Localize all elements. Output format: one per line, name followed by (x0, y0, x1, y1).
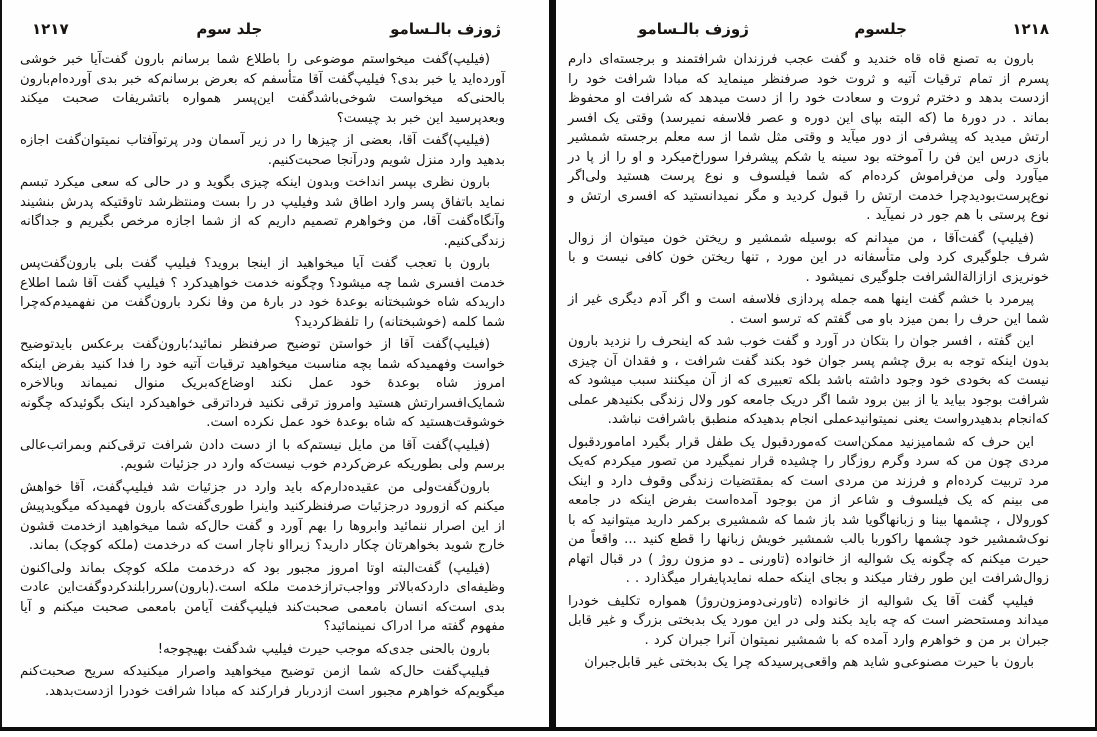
paragraph: (فیلیپ) گفت‌البته اوتا امروز مجبور بود که درخدمت ملکه کوچک بماند ولی‌اکنون وظیفه‌ای داردکه‌بالاتر وواجب‌ترازخدمت ملکه است.(بارون)سررابلندکردوگفت‌این عادت بدی است‌که انسان بامعمی صحبت‌کند فیلیپ‌گفت آیامن بامعمی صحبت میکنم و آیا مفهوم گفته مرا ادراک نمینمائید؟ (20, 560, 505, 634)
paragraph: بارون نظری بپسر انداخت وبدون اینکه چیزی بگوید و در حالی که سعی میکرد تبسم نماید باتفاق پسر وارد اطاق شد وفیلیپ در را بست ومنتظرشد تاوقتیکه پدرش بنشیند وآنگاه‌گفت آقا، من وخواهرم تصمیم داریم که از شما اجازه مرخص بگیریم و جداگانه زندگی‌کنیم. (20, 175, 505, 249)
paragraph: این گفته ، افسر جوان را بتکان در آورد و گفت خوب شد که اینحرف را نزدید بارون بدون اینکه توجه به برق چشم پسر جوان خود بکند گفت شرافت ، و فقدان آن چیزی نیست که بخودی خود وجود داشته باشد بلکه تعبیری که از آن میکنند سبب میشود که شرافت بوجود بیاید یا از بین برود شما اگر دریک جامعه کور ولال زندگی بکنیدهر عملی که‌انجام بدهیدرواست یعنی نمیتوانیدعملی انجام بدهیدکه منطبق باشرافت نباشد. (568, 334, 1049, 427)
page-number: ۱۲۱۷ (32, 20, 69, 38)
page-header-left (20, 20, 505, 38)
page-number: ۱۲۱۸ (1012, 20, 1049, 38)
paragraph: بارون با تعجب گفت آیا میخواهید از اینجا بروید؟ فیلیپ گفت بلی بارون‌گفت‌پس خدمت افسری شما چه میشود؟ وچگونه خدمت خواهیدکرد ؟ فیلیپ گفت آقا شما اطلاع داریدکه شاه خوشبختانه بوعدهٔ خود در بارهٔ من وفا نکرد بارون‌گفت من نفهمیدم‌که‌چرا شما کلمه (خوشبختانه) را تلفظ‌کردید؟ (20, 256, 505, 330)
volume-title: جلد سوم (196, 20, 263, 38)
book-page-right (556, 0, 1095, 727)
volume-title: جلسوم (854, 20, 907, 38)
paragraph: فیلیپ‌گفت حال‌که شما ازمن توضیح میخواهید واصرار میکنیدکه سریح صحبت‌کنم میگویم‌که خواهرم مجبور است ازدربار فرارکند که مبادا شرافت خودرا ازدست‌بدهد. (20, 664, 505, 699)
paragraph: (فیلیپ) گفت‌آقا ، من میدانم که بوسیله شمشیر و ریختن خون میتوان از زوال شرف جلوگیری کرد ولی متأسفانه در این مورد , تنها ریختن خون کافی نیست و با خونریزی ازازالةالشرافت جلوگیری نمیشود . (568, 230, 1049, 285)
paragraph: این حرف که شمامیزنید ممکن‌است که‌موردقبول یک طفل قرار بگیرد اماموردقبول مردی چون من که سرد وگرم روزگار را چشیده قرار نمیگیرد من تصور میکردم که‌یک مرد تربیت کرده‌ام و فرزند من مردی است که بمقتضیات زندگی وقوف دارد و اینک می بینم که یک فیلسوف و شاعر از من بوجود آمده‌است بفرض اینکه در جامعه کورولال ، چشمها بینا و زبانهاگویا شد باز شما که شمشیری برکمر دارید میتوانید که با نوک‌شمشیر خود چشمها راکوربا بالب شمشیر خویش زبانها را قطع کنید ... واقعاً من حیرت میکنم که چگونه یک شوالیه از خانواده (تاورنی ـ دو مزون روژ ) در قبال اتهام زوال‌شرافت این طور رفتار میکند و بجای اینکه حمله نمایدپایفرار میگذارد . . (568, 434, 1049, 586)
book-title: ژوزف بالـسامو (638, 20, 749, 38)
paragraph: بارون با حیرت مصنوعی‌و شاید هم واقعی‌پرسیدکه چرا یک بدبختی غیر قابل‌جبران (584, 655, 1034, 670)
paragraph: (فیلیپ)گفت میخواستم موضوعی را باطلاع شما برسانم بارون گفت‌آیا خبر خوشی آورده‌اید یا خبر بدی؟ فیلیپ‌گفت آقا متأسفم که بعرض برسانم‌که خبر بدی آورده‌ام‌بارون بالحنی‌که میخواست شوخی‌باشدگفت این‌پسر همواره باتشریفات صحبت میکند وبعدپرسید این خبر بد چیست؟ (20, 52, 505, 126)
page-body-right (568, 50, 1049, 673)
paragraph: بارون‌گفت‌ولی من عقیده‌دارم‌که باید وارد در جزئیات شد فیلیپ‌گفت، آقا خواهش میکنم که ازورود درجزئیات صرفنظرکنید واینرا طوری‌گفت‌که بارون فهمیدکه میگویدپیش از این اصرار ننمائید وابروها را بهم آورد و گفت حال‌که شما میخواهید ازخدمت قشون خارج شوید بخواهرتان چکار دارید؟ زیرااو ناچار است که درخدمت (ملکه کوچک) بماند. (20, 479, 505, 553)
paragraph: (فیلیپ)گفت آقا از خواستن توضیح صرفنظر نمائید؛بارون‌گفت برعکس بایدتوضیح خواست وفهمیدکه شما بچه مناسبت میخواهید ترقیات آتیه خود را فدا کنید بفرض اینکه امروز شاه بوعدهٔ خود عمل نکند اوضاع‌که‌بریک منوال نمیماند وبالاخره شمایک‌افسرارتش هستید وامروز ترقی نکنید فرداترقی خواهیدکرد اینک بگوئیدکه چگونه خوشوقت‌هستید که شاه بوعدهٔ خود عمل نکرده است. (20, 337, 505, 430)
paragraph: (فیلیپ)گفت آقا، بعضی از چیزها را در زیر آسمان ودر پرتوآفتاب نمیتوان‌گفت اجازه بدهید وارد منزل شویم ودرآنجا صحبت‌کنیم. (20, 133, 505, 168)
paragraph: فیلیپ گفت آقا یک شوالیه از خانواده (تاورنی‌دومزون‌روژ) همواره تکلیف خودرا میداند ومستحضر است که چه باید بکند ولی در این مورد یک بدبختی بزرگ و غیر قابل جبران بر من و خواهرم وارد آمده که با شمشیر نمیتوان آنرا جبران کرد . (568, 593, 1049, 648)
scan-bottom-edge (0, 727, 1097, 731)
paragraph: پیرمرد با خشم گفت اینها همه جمله پردازی فلاسفه است و اگر آدم دیگری غیر از شما این حرف را بمن میزد باو می گفتم که ترسو است . (568, 292, 1049, 327)
book-page-left (2, 0, 549, 727)
page-header-right (568, 20, 1049, 38)
book-gutter-divider (549, 0, 556, 731)
page-body-left (20, 50, 505, 701)
paragraph: بارون به تصنع قاه قاه خندید و گفت عجب فرزندان شرافتمند و برجسته‌ای دارم پسرم از تمام ترقیات آتیه و ثروت خود صرفنظر مینماید که مبادا شرافت خود را ازدست بدهد و دخترم ثروت و سعادت خود را از دست میدهد که شرافت او محفوظ بماند . در دورهٔ ما (که البته بپای این دوره و عصر فلاسفه نمیرسد) وقتی یک افسر ارتش میدید که پیشرفی از دور میآید و وقتی مثل شما از سه معلم برجسته شمشیر بازی درس این فن را آموخته بود سینه یا شکم پیشرفرا سوراخ‌میکرد و او را از پا در میآورد ولی من‌فراموش کرده‌ام که شما فیلسوف و نوع پرست هستید ولی‌اگر نوع‌پرست‌بودیدچرا خدمت ارتش را قبول کردید و مگر نمیدانستید که افسری ارتش و نوع پرستی با هم جور در نمیآید . (568, 52, 1049, 223)
paragraph: (فیلیپ)گفت آقا من مایل نیستم‌که با از دست دادن شرافت ترقی‌کنم وبمراتب‌عالی برسم ولی بطوریکه عرض‌کردم خوب نیست‌که وارد در جزئیات شویم. (20, 437, 505, 472)
book-title: ژوزف بالـسامو (390, 20, 501, 38)
paragraph: بارون بالحنی جدی‌که موجب حیرت فیلیپ شدگفت بهیچوجه! (157, 641, 490, 657)
